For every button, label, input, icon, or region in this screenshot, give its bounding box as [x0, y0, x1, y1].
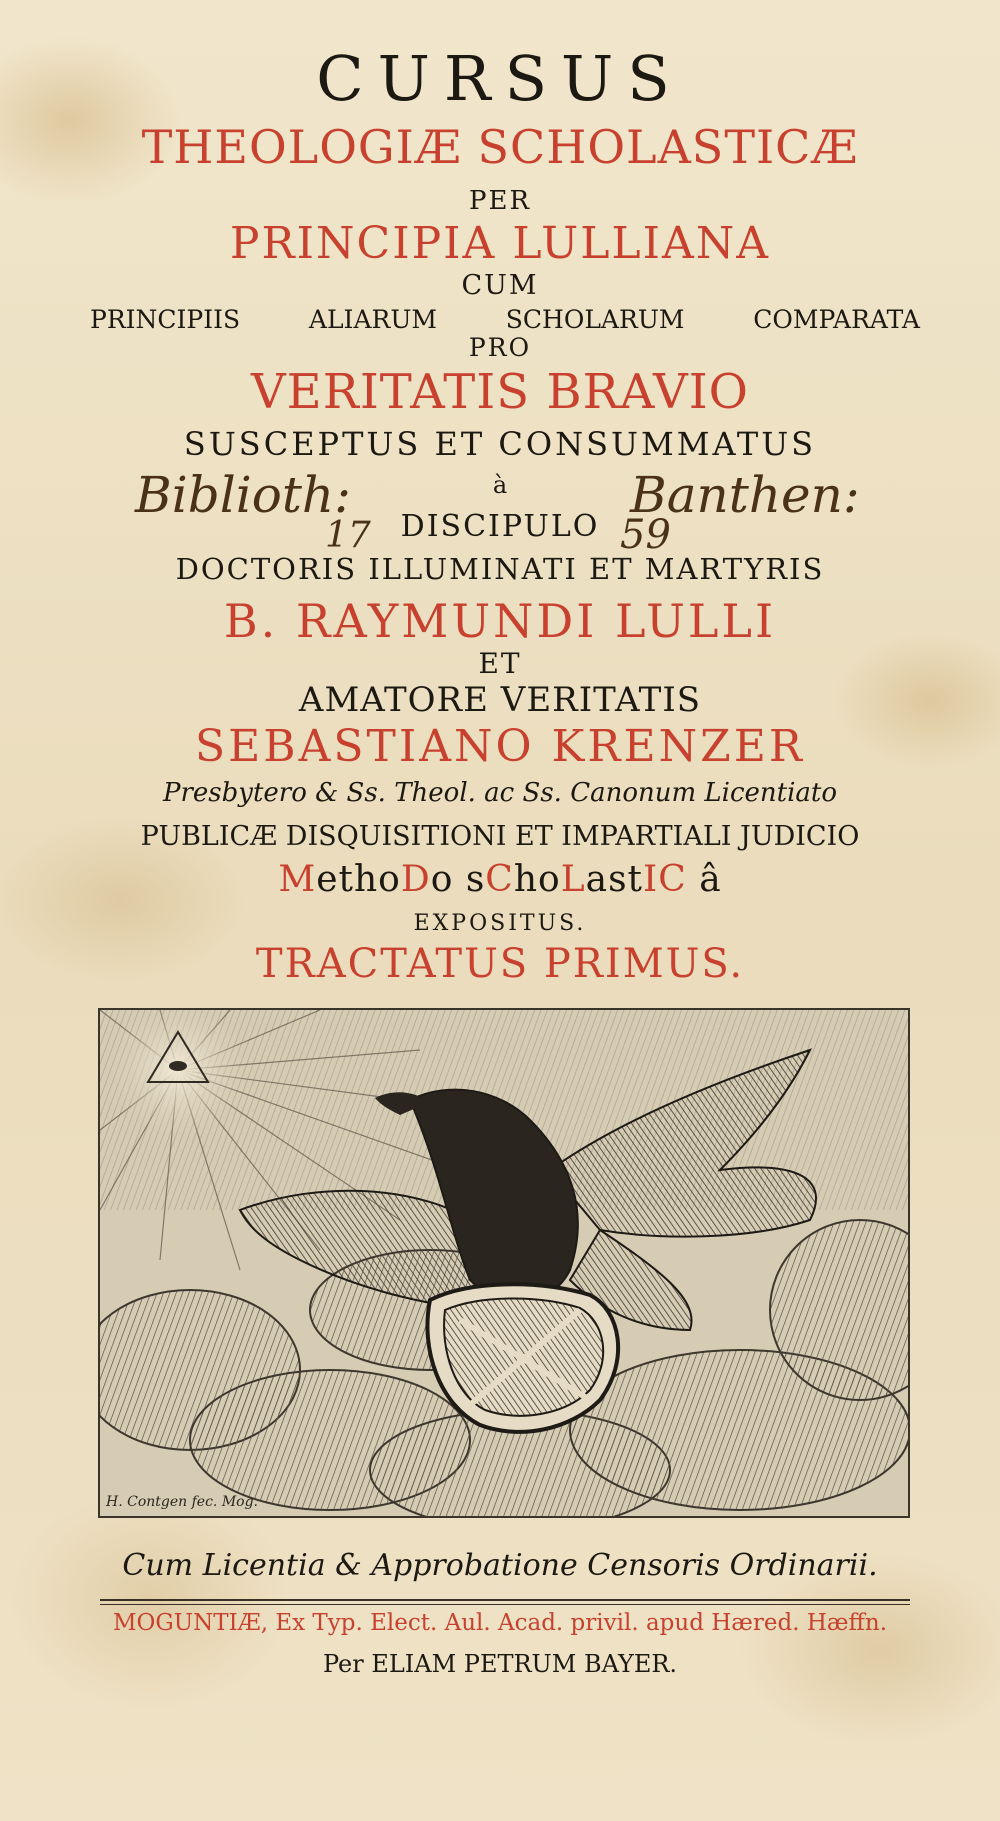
handwritten-number-17: 17	[325, 515, 371, 556]
methodo-seg-3: o s	[430, 859, 486, 900]
word-expositus: EXPOSITUS.	[413, 911, 587, 936]
methodo-seg-9: â	[686, 859, 722, 900]
methodo-seg-8: IC	[643, 859, 687, 900]
line-principiis	[90, 307, 920, 332]
title-krenzer: SEBASTIANO KRENZER	[194, 721, 805, 772]
word-aliarum: ALIARUM	[308, 305, 437, 334]
title-theologiae: THEOLOGIÆ SCHOLASTICÆ	[141, 120, 859, 174]
engraving-illustration	[100, 1010, 908, 1516]
title-raymundi-lulli: B. RAYMUNDI LULLI	[223, 594, 777, 648]
title-tractatus-primus: TRACTATUS PRIMUS.	[255, 941, 745, 987]
word-cum: CUM	[461, 270, 539, 301]
word-a-grave: à	[492, 471, 508, 499]
methodo-seg-1: etho	[316, 859, 401, 900]
line-doctoris: DOCTORIS ILLUMINATI ET MARTYRIS	[175, 552, 825, 586]
word-per: PER	[468, 186, 532, 216]
handwritten-number-59: 59	[620, 512, 671, 558]
title-principia: PRINCIPIA LULLIANA	[229, 218, 771, 269]
engraving-eagle	[98, 1008, 910, 1518]
line-amatore: AMATORE VERITATIS	[298, 680, 702, 720]
handwritten-banthen: Banthen:	[630, 466, 860, 524]
methodo-seg-4: C	[485, 859, 514, 900]
word-pro: PRO	[468, 333, 532, 362]
methodo-seg-2: D	[400, 859, 431, 900]
line-presbytero: Presbytero & Ss. Theol. ac Ss. Canonum Licentiato	[162, 778, 838, 808]
line-moguntiae: MOGUNTIÆ, Ex Typ. Elect. Aul. Acad. privil. apud Hæred. Hæffn.	[112, 1610, 887, 1636]
engraver-signature: H. Contgen fec. Mog.	[106, 1494, 258, 1510]
line-publicae: PUBLICÆ DISQUISITIONI ET IMPARTIALI JUDICIO	[140, 821, 860, 852]
title-veritatis-bravio: VERITATIS BRAVIO	[250, 364, 749, 420]
divider-double-rule	[100, 1599, 910, 1601]
line-susceptus: SUSCEPTUS ET CONSUMMATUS	[183, 425, 817, 463]
line-cum-licentia: Cum Licentia & Approbatione Censoris Ordinarii.	[122, 1548, 878, 1583]
word-comparata: COMPARATA	[753, 305, 920, 334]
methodo-seg-6: L	[560, 859, 586, 900]
word-scholarum: SCHOLARUM	[505, 305, 685, 334]
methodo-seg-5: ho	[513, 859, 561, 900]
word-principiis: PRINCIPIIS	[90, 305, 241, 334]
title-cursus: CURSUS	[316, 42, 684, 115]
line-methodo-scholastica	[0, 859, 1000, 900]
divider-double-rule-2	[100, 1604, 910, 1605]
word-et: ET	[478, 647, 522, 680]
line-bayer: Per ELIAM PETRUM BAYER.	[322, 1650, 678, 1678]
word-discipulo: DISCIPULO	[400, 509, 600, 544]
handwritten-biblioth: Biblioth:	[135, 466, 351, 524]
methodo-seg-7: ast	[585, 859, 644, 900]
methodo-seg-0: M	[278, 859, 317, 900]
